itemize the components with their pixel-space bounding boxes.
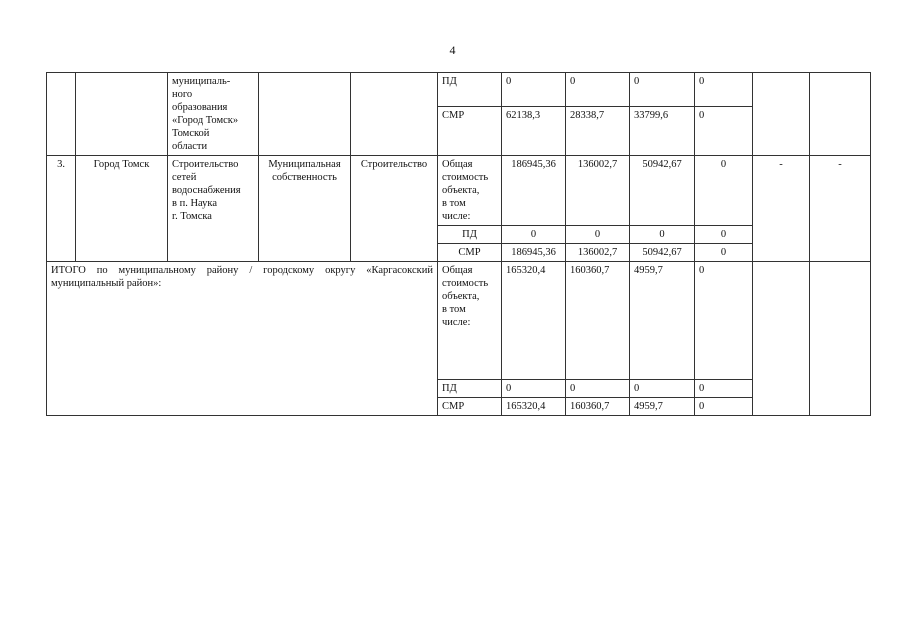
cost-label-cell: ПД	[438, 226, 502, 244]
value-cell: 4959,7	[630, 398, 695, 416]
total-label-cell: ИТОГО по муниципальному району / городскому округу «Каргасокский муниципальный район»:	[47, 262, 438, 416]
value-cell: 33799,6	[630, 106, 695, 155]
value-cell: 0	[566, 226, 630, 244]
ownership-cell	[259, 73, 351, 156]
value-cell: -	[753, 156, 810, 262]
ownership-cell: Муниципальная собственность	[259, 156, 351, 262]
value-cell: 186945,36	[502, 244, 566, 262]
value-cell: 0	[695, 244, 753, 262]
empty-cell	[810, 262, 871, 416]
value-cell: 0	[630, 73, 695, 107]
value-cell: 0	[630, 380, 695, 398]
value-cell: 0	[630, 226, 695, 244]
number-cell: 3.	[47, 156, 76, 262]
locality-cell: Город Томск	[76, 156, 168, 262]
table-row	[47, 156, 871, 226]
value-cell: 50942,67	[630, 156, 695, 226]
value-cell: 165320,4	[502, 398, 566, 416]
value-cell: 0	[695, 156, 753, 226]
value-cell: 62138,3	[502, 106, 566, 155]
object-name-cell: Строительство сетей водоснабжения в п. Наука г. Томска	[168, 156, 259, 262]
value-cell: 0	[695, 398, 753, 416]
value-cell: -	[810, 156, 871, 262]
value-cell: 4959,7	[630, 262, 695, 380]
locality-cell	[76, 73, 168, 156]
value-cell: 0	[566, 380, 630, 398]
page-number: 4	[449, 43, 456, 57]
value-cell: 160360,7	[566, 398, 630, 416]
cost-label-cell: СМР	[438, 106, 502, 155]
value-cell: 0	[695, 106, 753, 155]
work-type-cell: Строительство	[351, 156, 438, 262]
value-cell: 0	[695, 262, 753, 380]
value-cell: 0	[695, 73, 753, 107]
value-cell: 0	[502, 73, 566, 107]
table-row	[47, 73, 871, 107]
cost-label-cell: ПД	[438, 73, 502, 107]
value-cell: 160360,7	[566, 262, 630, 380]
value-cell: 0	[695, 380, 753, 398]
cost-label-cell: Общая стоимость объекта, в том числе:	[438, 262, 502, 380]
cost-label-cell: ПД	[438, 380, 502, 398]
work-type-cell	[351, 73, 438, 156]
value-cell: 0	[502, 226, 566, 244]
value-cell: 0	[502, 380, 566, 398]
value-cell: 165320,4	[502, 262, 566, 380]
value-cell: 136002,7	[566, 156, 630, 226]
value-cell: 186945,36	[502, 156, 566, 226]
empty-cell	[753, 262, 810, 416]
value-cell: 0	[566, 73, 630, 107]
investment-table	[46, 72, 871, 416]
value-cell: 136002,7	[566, 244, 630, 262]
cost-label-cell: Общая стоимость объекта, в том числе:	[438, 156, 502, 226]
empty-cell	[753, 73, 810, 156]
empty-cell	[810, 73, 871, 156]
value-cell: 28338,7	[566, 106, 630, 155]
value-cell: 50942,67	[630, 244, 695, 262]
number-cell	[47, 73, 76, 156]
object-name-cell: муниципаль- ного образования «Город Томск» Томской области	[168, 73, 259, 156]
value-cell: 0	[695, 226, 753, 244]
cost-label-cell: СМР	[438, 398, 502, 416]
table-row	[47, 262, 871, 380]
cost-label-cell: СМР	[438, 244, 502, 262]
